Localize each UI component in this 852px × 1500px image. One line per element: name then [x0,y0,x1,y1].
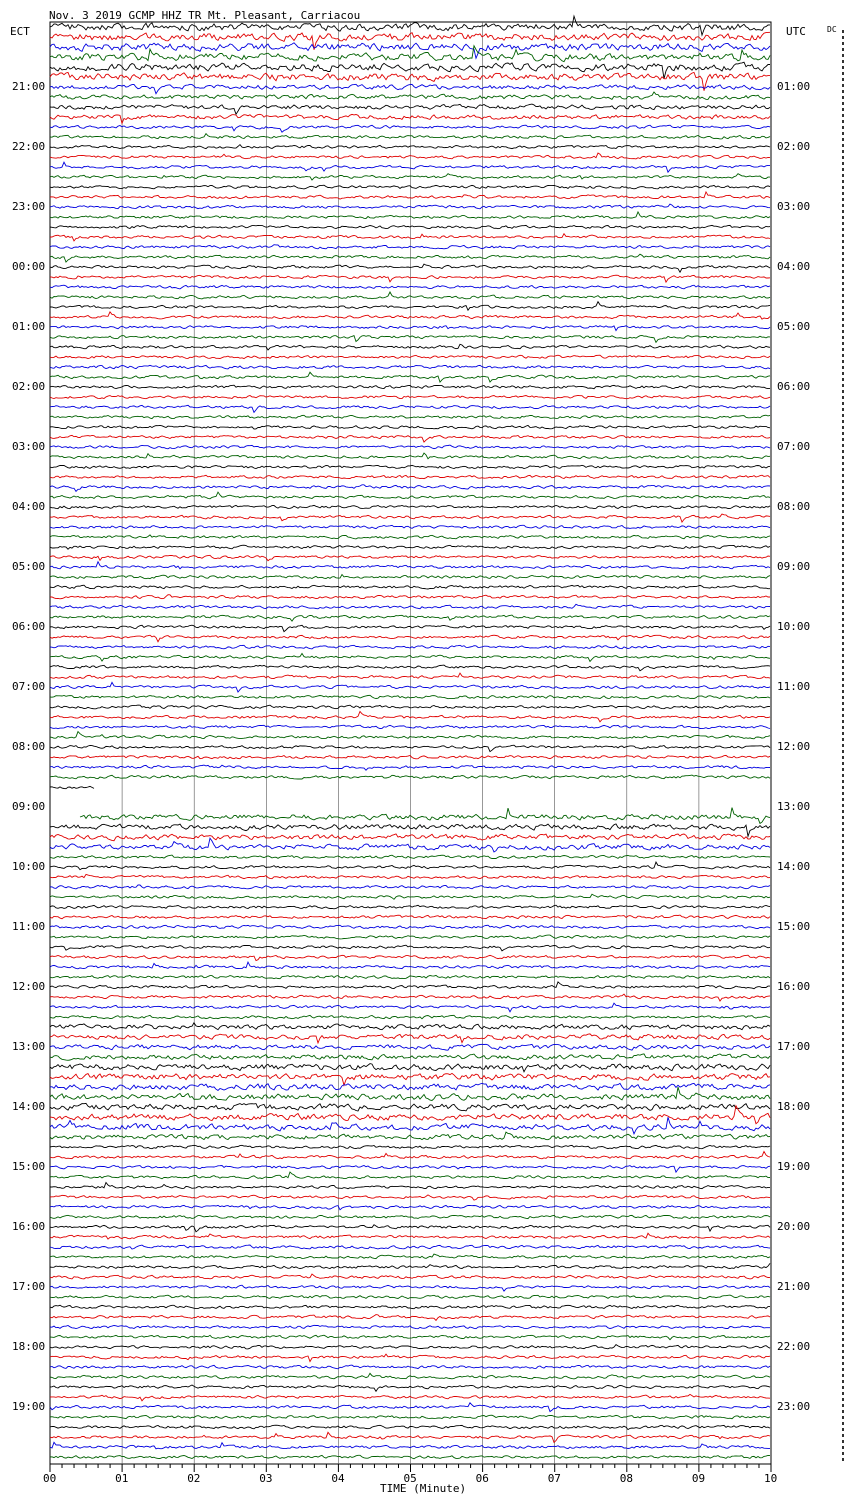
seismic-trace [50,745,770,751]
seismic-trace [50,755,770,758]
seismic-trace [50,1263,770,1268]
seismic-trace [50,1183,770,1189]
right-hour-label: 12:00 [777,740,811,753]
seismic-trace [50,654,770,662]
seismic-trace [50,344,770,350]
seismic-trace [50,945,770,951]
seismic-trace [50,134,770,139]
seismic-trace [50,1225,770,1232]
seismic-trace [50,705,770,709]
seismic-trace [50,645,770,649]
minute-tick-label: 06 [475,1472,489,1485]
seismic-trace [50,264,770,272]
left-timezone-label: ECT [10,25,30,38]
seismic-trace [50,775,770,779]
seismic-trace [50,1103,770,1111]
seismic-trace [50,695,770,699]
seismic-trace [50,712,770,722]
right-hour-label: 01:00 [777,80,811,93]
dc-corner-label: DC [827,25,837,34]
seismic-trace [50,604,770,609]
left-hour-label: 13:00 [12,1040,46,1053]
seismic-trace [50,84,770,93]
seismic-trace [50,1274,770,1279]
seismic-trace [50,153,770,159]
seismic-trace [50,1023,770,1030]
seismic-trace [50,1432,770,1442]
left-hour-label: 00:00 [12,260,46,273]
right-hour-label: 09:00 [777,560,811,573]
seismic-trace [50,1254,770,1259]
seismic-trace [50,445,770,449]
right-hour-label: 07:00 [777,440,811,453]
seismic-trace [50,1145,770,1148]
seismic-trace [50,1295,770,1299]
minute-tick-label: 08 [619,1472,634,1485]
seismic-trace [50,16,770,35]
seismic-trace [50,725,770,729]
seismic-trace [50,245,770,249]
seismic-trace [50,1245,770,1249]
seismic-trace [50,385,770,389]
seismic-trace [50,145,770,149]
seismic-trace [50,204,770,209]
right-hour-label: 11:00 [777,680,811,693]
left-hour-label: 12:00 [12,980,46,993]
seismic-trace [50,302,770,311]
seismic-trace [50,1132,770,1140]
right-hour-label: 22:00 [777,1340,811,1353]
right-hour-label: 15:00 [777,920,811,933]
seismic-trace [50,1054,770,1060]
left-hour-label: 23:00 [12,200,46,213]
right-hour-label: 19:00 [777,1160,811,1173]
seismic-trace [50,765,770,770]
seismic-trace [50,1365,770,1369]
left-hour-label: 09:00 [12,800,46,813]
seismic-trace [50,1015,770,1019]
seismic-trace [50,372,770,382]
seismic-trace [50,415,770,418]
seismic-trace [50,1425,770,1429]
seismic-trace [50,1385,770,1391]
seismic-trace [50,435,770,442]
seismic-trace [50,225,770,228]
minute-tick-label: 10 [764,1472,778,1485]
seismic-trace [50,365,770,369]
seismic-trace [50,935,770,939]
seismic-trace [50,545,770,549]
right-hour-label: 16:00 [777,980,811,993]
minute-tick-label: 07 [547,1472,561,1485]
minute-tick-label: 03 [259,1472,273,1485]
minute-tick-label: 05 [403,1472,417,1485]
seismic-trace [50,834,770,841]
seismic-trace [50,982,770,989]
seismic-trace [50,525,770,528]
seismic-trace [50,1044,770,1050]
left-hour-label: 19:00 [12,1400,46,1413]
seismic-trace [50,336,770,343]
seismic-trace [50,786,94,788]
seismic-trace [50,1325,770,1328]
seismic-trace [50,1003,770,1012]
seismic-trace [50,1117,770,1134]
left-hour-label: 08:00 [12,740,46,753]
seismic-trace [50,535,770,539]
seismic-trace [50,453,770,459]
left-hour-label: 22:00 [12,140,46,153]
seismic-trace [50,824,770,836]
seismic-trace [50,292,770,299]
left-hour-label: 17:00 [12,1280,46,1293]
seismic-trace [50,312,770,319]
seismic-trace [50,615,770,621]
seismic-trace [50,625,770,631]
seismic-trace [50,1394,770,1400]
right-hour-label: 03:00 [777,200,811,213]
seismic-trace [50,1034,770,1043]
seismic-trace [50,585,770,589]
left-hour-label: 21:00 [12,80,46,93]
seismic-trace [50,1455,770,1458]
right-hour-label: 06:00 [777,380,811,393]
right-hour-label: 20:00 [777,1220,811,1233]
left-hour-label: 02:00 [12,380,46,393]
x-axis-label: TIME (Minute) [380,1482,467,1495]
seismic-trace [50,994,770,1001]
minute-tick-label: 02 [187,1472,201,1485]
seismic-trace [50,92,770,100]
seismic-trace [50,1315,770,1321]
seismic-trace [50,562,770,569]
seismic-trace [50,1233,770,1239]
left-hour-label: 07:00 [12,680,46,693]
seismic-trace [50,485,770,492]
seismic-trace [50,905,770,909]
right-hour-label: 17:00 [777,1040,811,1053]
right-hour-label: 05:00 [777,320,811,333]
seismic-trace [50,43,770,59]
seismic-trace [50,575,770,579]
seismic-trace [50,505,770,508]
seismic-trace [50,1073,770,1085]
seismic-trace [50,915,770,919]
right-hour-label: 04:00 [777,260,811,273]
seismic-trace [50,405,770,412]
right-hour-label: 10:00 [777,620,811,633]
left-hour-label: 06:00 [12,620,46,633]
seismic-trace [50,1305,770,1308]
seismic-trace [50,1415,770,1419]
seismic-trace [50,595,770,599]
left-hour-label: 01:00 [12,320,46,333]
minute-tick-label: 00 [43,1472,57,1485]
left-hour-label: 16:00 [12,1220,46,1233]
seismic-trace [50,975,770,978]
seismic-trace [50,185,770,189]
right-hour-label: 02:00 [777,140,811,153]
seismic-trace [50,962,770,969]
seismic-trace [50,635,770,642]
seismic-trace [50,192,770,199]
left-hour-label: 18:00 [12,1340,46,1353]
seismic-trace [50,1335,770,1340]
right-hour-label: 23:00 [777,1400,811,1413]
seismic-trace [50,174,770,180]
seismic-trace [50,555,770,560]
seismic-trace [50,355,770,358]
seismic-trace [50,234,770,241]
seismic-trace [50,1083,770,1090]
minute-tick-label: 01 [115,1472,129,1485]
seismic-trace [50,894,770,899]
seismic-trace [50,475,770,478]
seismic-trace [50,514,770,522]
seismic-trace [50,855,770,858]
left-hour-label: 14:00 [12,1100,46,1113]
left-hour-label: 10:00 [12,860,46,873]
right-hour-label: 08:00 [777,500,811,513]
seismic-trace [50,665,770,671]
right-hour-label: 18:00 [777,1100,811,1113]
seismic-trace [50,1215,770,1218]
seismic-trace [50,1195,770,1200]
left-hour-label: 15:00 [12,1160,46,1173]
left-hour-label: 11:00 [12,920,46,933]
seismic-trace [50,673,770,679]
seismic-trace [50,254,770,262]
seismic-trace [50,425,770,429]
left-hour-label: 03:00 [12,440,46,453]
seismic-trace [50,212,770,219]
seismic-trace [50,1205,770,1209]
seismic-trace [80,808,770,824]
minute-tick-label: 04 [331,1472,345,1485]
seismic-trace [50,874,770,878]
seismic-trace [50,1166,770,1173]
seismic-trace [50,492,770,499]
seismic-trace [50,955,770,960]
seismic-trace [50,465,770,468]
seismic-trace [50,114,770,123]
seismic-trace [50,1152,770,1159]
right-hour-label: 13:00 [777,800,811,813]
right-timezone-label: UTC [786,25,806,38]
seismic-trace [50,1354,770,1361]
seismic-trace [50,162,770,172]
seismic-trace [50,1345,770,1349]
seismic-trace [50,1373,770,1379]
seismic-trace [50,732,770,739]
seismic-trace [50,1172,770,1179]
left-hour-label: 05:00 [12,560,46,573]
right-hour-label: 14:00 [777,860,811,873]
seismic-trace [50,1442,770,1449]
seismic-trace [50,1403,770,1412]
seismic-trace [50,275,770,282]
minute-tick-label: 09 [691,1472,706,1485]
right-hour-label: 21:00 [777,1280,811,1293]
left-hour-label: 04:00 [12,500,46,513]
seismic-trace [50,285,770,289]
seismic-trace [50,1064,770,1072]
seismic-trace [50,682,770,692]
seismic-trace [50,885,770,889]
seismic-trace [50,395,770,398]
seismic-trace [50,1285,770,1291]
seismic-trace [50,104,770,114]
seismic-trace [50,862,770,870]
chart-title: Nov. 3 2019 GCMP HHZ TR Mt. Pleasant, Carriacou [49,9,361,22]
seismic-trace [50,925,770,928]
seismic-trace [50,125,770,132]
seismic-trace [50,326,770,331]
